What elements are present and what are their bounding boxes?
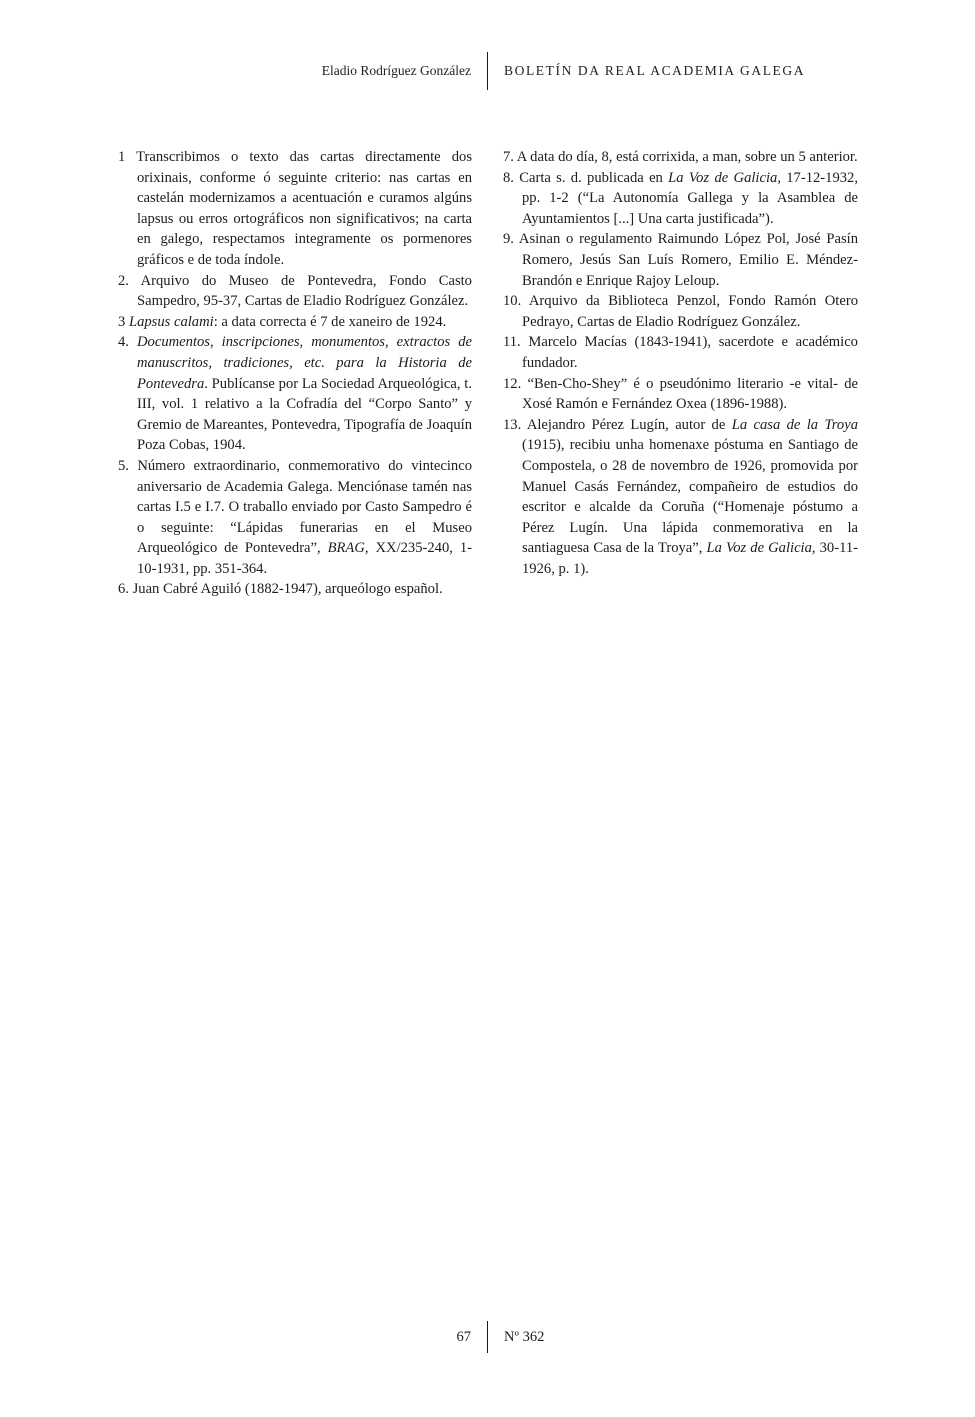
footnote-text-italic: La Voz de Galicia <box>668 169 778 186</box>
footnote <box>118 312 472 333</box>
notes-column-left <box>118 147 472 600</box>
footer-issue-number: Nº 362 <box>504 1328 545 1345</box>
footnote <box>118 332 472 456</box>
notes-column-right <box>503 147 858 579</box>
footnote-text: Marcelo Macías (1843-1941), sacerdote e académico fundador. <box>522 334 858 371</box>
footnote-text: , XX/235-240, 1-10-1931, pp. 351-364. <box>137 540 472 577</box>
footnote-number: 7. <box>503 149 517 165</box>
footnote-text-italic: La casa de la Troya <box>731 416 858 433</box>
footnote-text: . Publícanse por La Sociedad Arqueológica, t. III, vol. 1 relativo a la Cofradía del “Corpo Santo” y Gremio de Mareantes, Pontevedra, Tipografía de Joaquín Poza Cobas, 1904. <box>137 375 472 454</box>
footnote <box>118 271 472 312</box>
footnote-number: 1 <box>118 149 137 165</box>
footnote-number: 12. <box>503 375 528 392</box>
footnote-number: 8. <box>503 169 520 186</box>
footnote-text: Arquivo da Biblioteca Penzol, Fondo Ramón Otero Pedrayo, Cartas de Eladio Rodríguez González. <box>522 293 858 330</box>
header-journal-title: BOLETÍN DA REAL ACADEMIA GALEGA <box>504 63 806 78</box>
footnote-text: A data do día, 8, está corrixida, a man, sobre un 5 anterior. <box>516 149 858 165</box>
footnote <box>503 415 858 580</box>
footnote-number: 3 <box>118 313 129 330</box>
footnote <box>503 374 858 415</box>
footnote-text-italic: Documentos, inscripciones, monumentos, extractos de manuscritos, tradiciones, etc. para la Historia de Pontevedra <box>137 334 473 392</box>
footnote-text: Alejandro Pérez Lugín, autor de <box>526 416 732 433</box>
footnote-number: 9. <box>503 231 519 248</box>
footnote <box>503 147 858 168</box>
footnote-text: Arquivo do Museo de Pontevedra, Fondo Casto Sampedro, 95-37, Cartas de Eladio Rodríguez González. <box>137 272 472 310</box>
footnote-number: 11. <box>503 334 529 351</box>
footnote-text: , 30-11-1926, p. 1). <box>522 540 858 577</box>
footnote-text-italic: La Voz de Galicia <box>706 540 812 557</box>
footnote-text: Juan Cabré Aguiló (1882-1947), arqueólogo español. <box>132 581 443 598</box>
footnote-text-italic: BRAG <box>327 540 365 557</box>
footnote-text: , 17-12-1932, pp. 1-2 (“La Autonomía Gallega y la Asamblea de Ayuntamientos [...] Una carta justificada”). <box>522 169 859 227</box>
footnote <box>118 147 472 271</box>
footnote-number: 2. <box>118 272 141 289</box>
footnote <box>503 168 858 230</box>
page-footer <box>0 1321 975 1353</box>
footnote <box>118 579 472 600</box>
footnote <box>118 456 472 580</box>
footnote <box>503 291 858 332</box>
footnote-text: Transcribimos o texto das cartas directamente dos orixinais, conforme ó seguinte criterio: nas cartas en castelán modernizamos a acentuación e curamos algúns lapsus ou erros ortográficos non significativos; na carta en galego, respectamos integramente os pormenores gráficos e de toda índole. <box>136 149 472 268</box>
footnote-number: 6. <box>118 581 133 598</box>
footnote-number: 4. <box>118 334 138 351</box>
footnote-text: Número extraordinario, conmemorativo do vintecinco aniversario de Academia Galega. Menciónase tamén nas cartas I.5 e I.7. O traballo enviado por Casto Sampedro é o seguinte: “Lápidas funerarias en el Museo Arqueológico de Pontevedra”, <box>137 457 472 557</box>
footnote-text: “Ben-Cho-Shey” é o pseudónimo literario -e vital- de Xosé Ramón e Fernández Oxea (1896-1988). <box>522 375 858 413</box>
header-author: Eladio Rodríguez González <box>321 63 471 78</box>
footnote-text: : a data correcta é 7 de xaneiro de 1924. <box>213 313 447 330</box>
footnote-text: Asinan o regulamento Raimundo López Pol, José Pasín Romero, Jesús San Luís Romero, Emilio E. Méndez-Brandón e Enrique Rajoy Leloup. <box>518 231 858 289</box>
footnote <box>503 229 858 291</box>
footnote-text-italic: Lapsus calami <box>128 313 214 330</box>
footnote-text: (1915), recibiu unha homenaxe póstuma en Santiago de Compostela, o 28 de novembro de 1926, promovida por Manuel Casás Fernández, compañeiro de estudios do escritor e alcalde da Coruña (“Homenaje póstumo a Pérez Lugín. Una lápida conmemorativa en la santiaguesa Casa de la Troya”, <box>522 437 858 557</box>
footnote-text: Carta s. d. publicada en <box>519 169 669 186</box>
page-header <box>0 52 975 90</box>
footer-page-number: 67 <box>456 1328 471 1345</box>
footnote-number: 10. <box>503 293 529 310</box>
footnote-number: 13. <box>503 416 527 433</box>
footnote-number: 5. <box>118 457 138 474</box>
footnote <box>503 332 858 373</box>
